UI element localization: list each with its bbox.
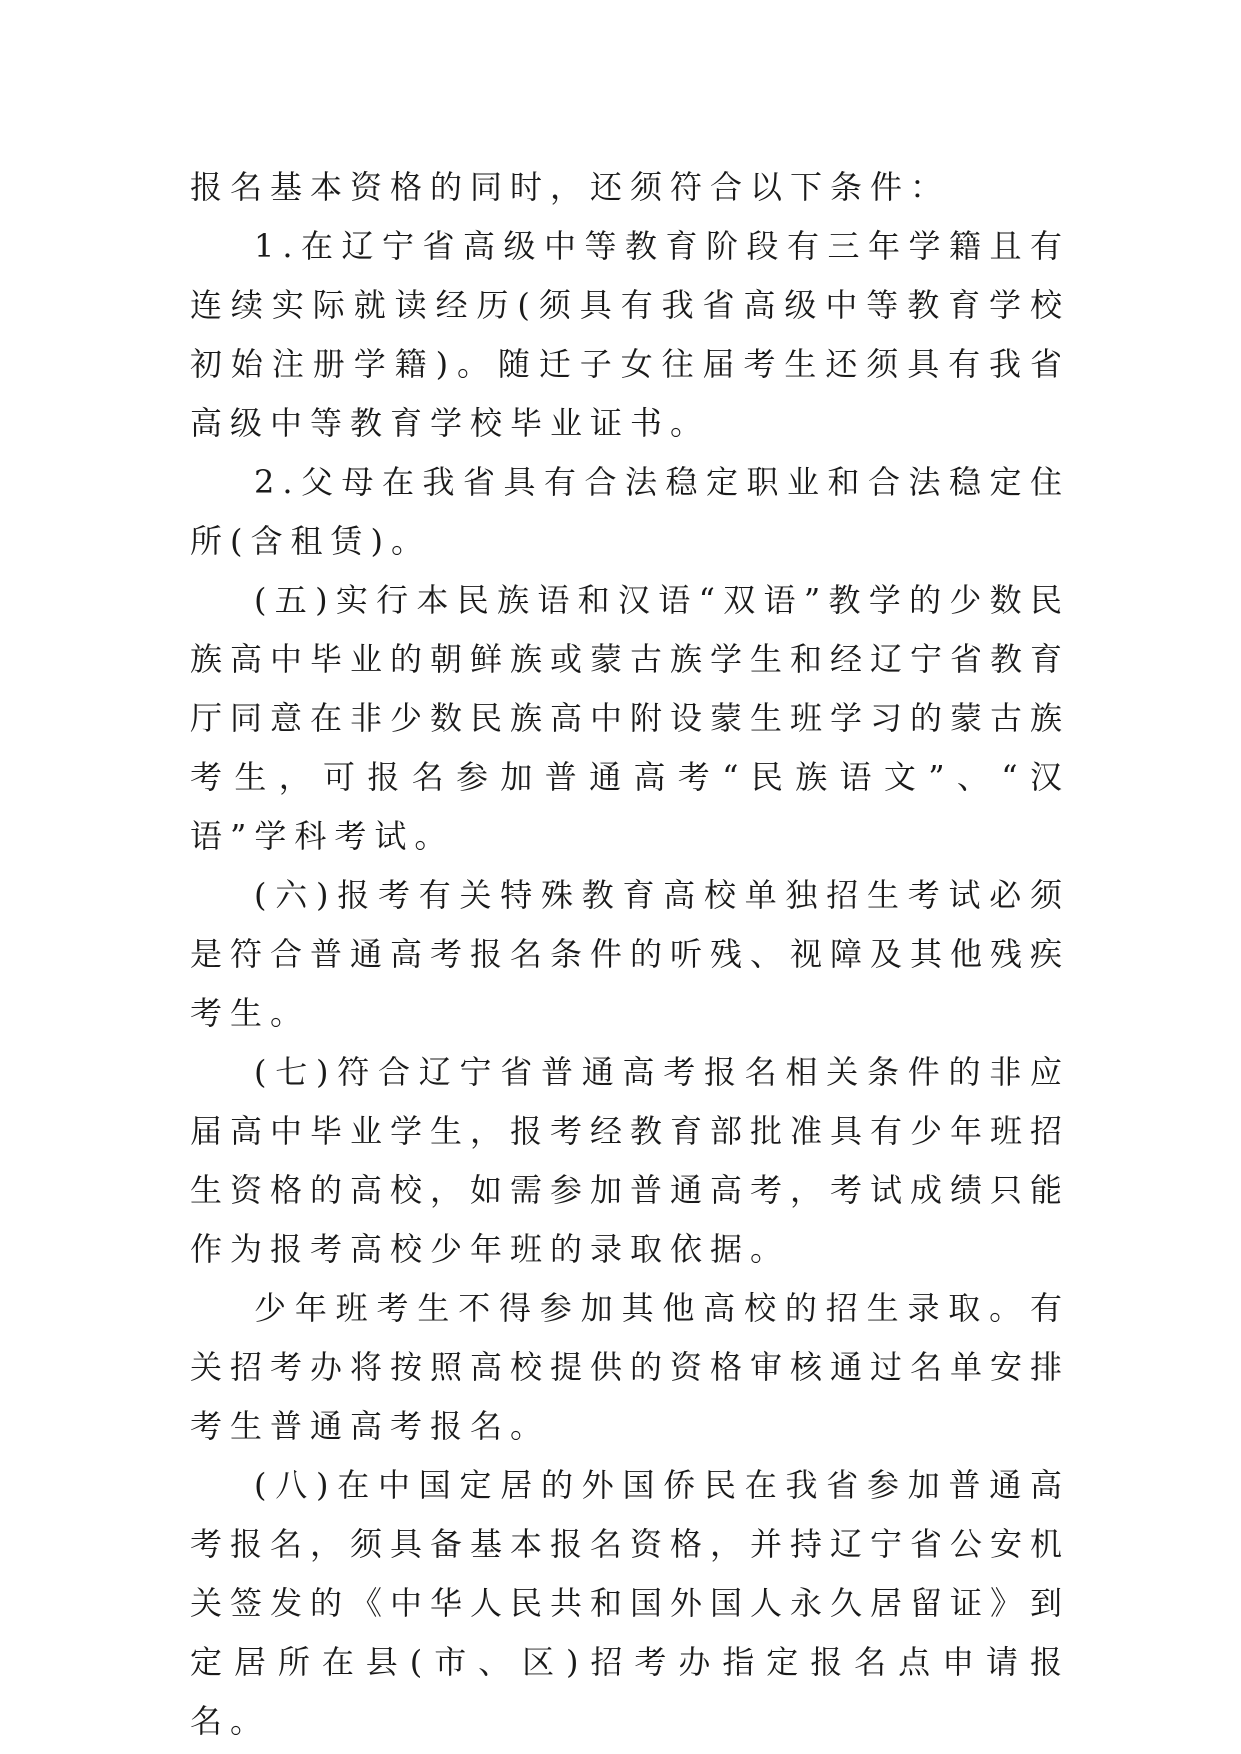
document-body [190, 158, 1070, 1751]
paragraph-section-7: (七)符合辽宁省普通高考报名相关条件的非应届高中毕业学生，报考经教育部批准具有少年班招生资格的高校，如需参加普通高考，考试成绩只能作为报考高校少年班的录取依据。 [190, 1053, 1071, 1268]
paragraph-item-2: 2.父母在我省具有合法稳定职业和合法稳定住所(含租赁)。 [190, 463, 1070, 560]
paragraph-section-6: (六)报考有关特殊教育高校单独招生考试必须是符合普通高考报名条件的听残、视障及其他残疾考生。 [190, 876, 1071, 1032]
paragraph-youth-class: 少年班考生不得参加其他高校的招生录取。有关招考办将按照高校提供的资格审核通过名单安排考生普通高考报名。 [190, 1289, 1071, 1445]
paragraph-item-1: 1.在辽宁省高级中等教育阶段有三年学籍且有连续实际就读经历(须具有我省高级中等教育学校初始注册学籍)。随迁子女往届考生还须具有我省高级中等教育学校毕业证书。 [190, 227, 1070, 442]
paragraph-continuation: 报名基本资格的同时，还须符合以下条件： [190, 168, 951, 206]
paragraph-section-8: (八)在中国定居的外国侨民在我省参加普通高考报名，须具备基本报名资格，并持辽宁省公安机关签发的《中华人民共和国外国人永久居留证》到定居所在县(市、区)招考办指定报名点申请报名。 [190, 1466, 1071, 1740]
paragraph-section-5: (五)实行本民族语和汉语“双语”教学的少数民族高中毕业的朝鲜族或蒙古族学生和经辽宁省教育厅同意在非少数民族高中附设蒙生班学习的蒙古族考生，可报名参加普通高考“民族语文”、“汉语”学科考试。 [190, 581, 1071, 855]
